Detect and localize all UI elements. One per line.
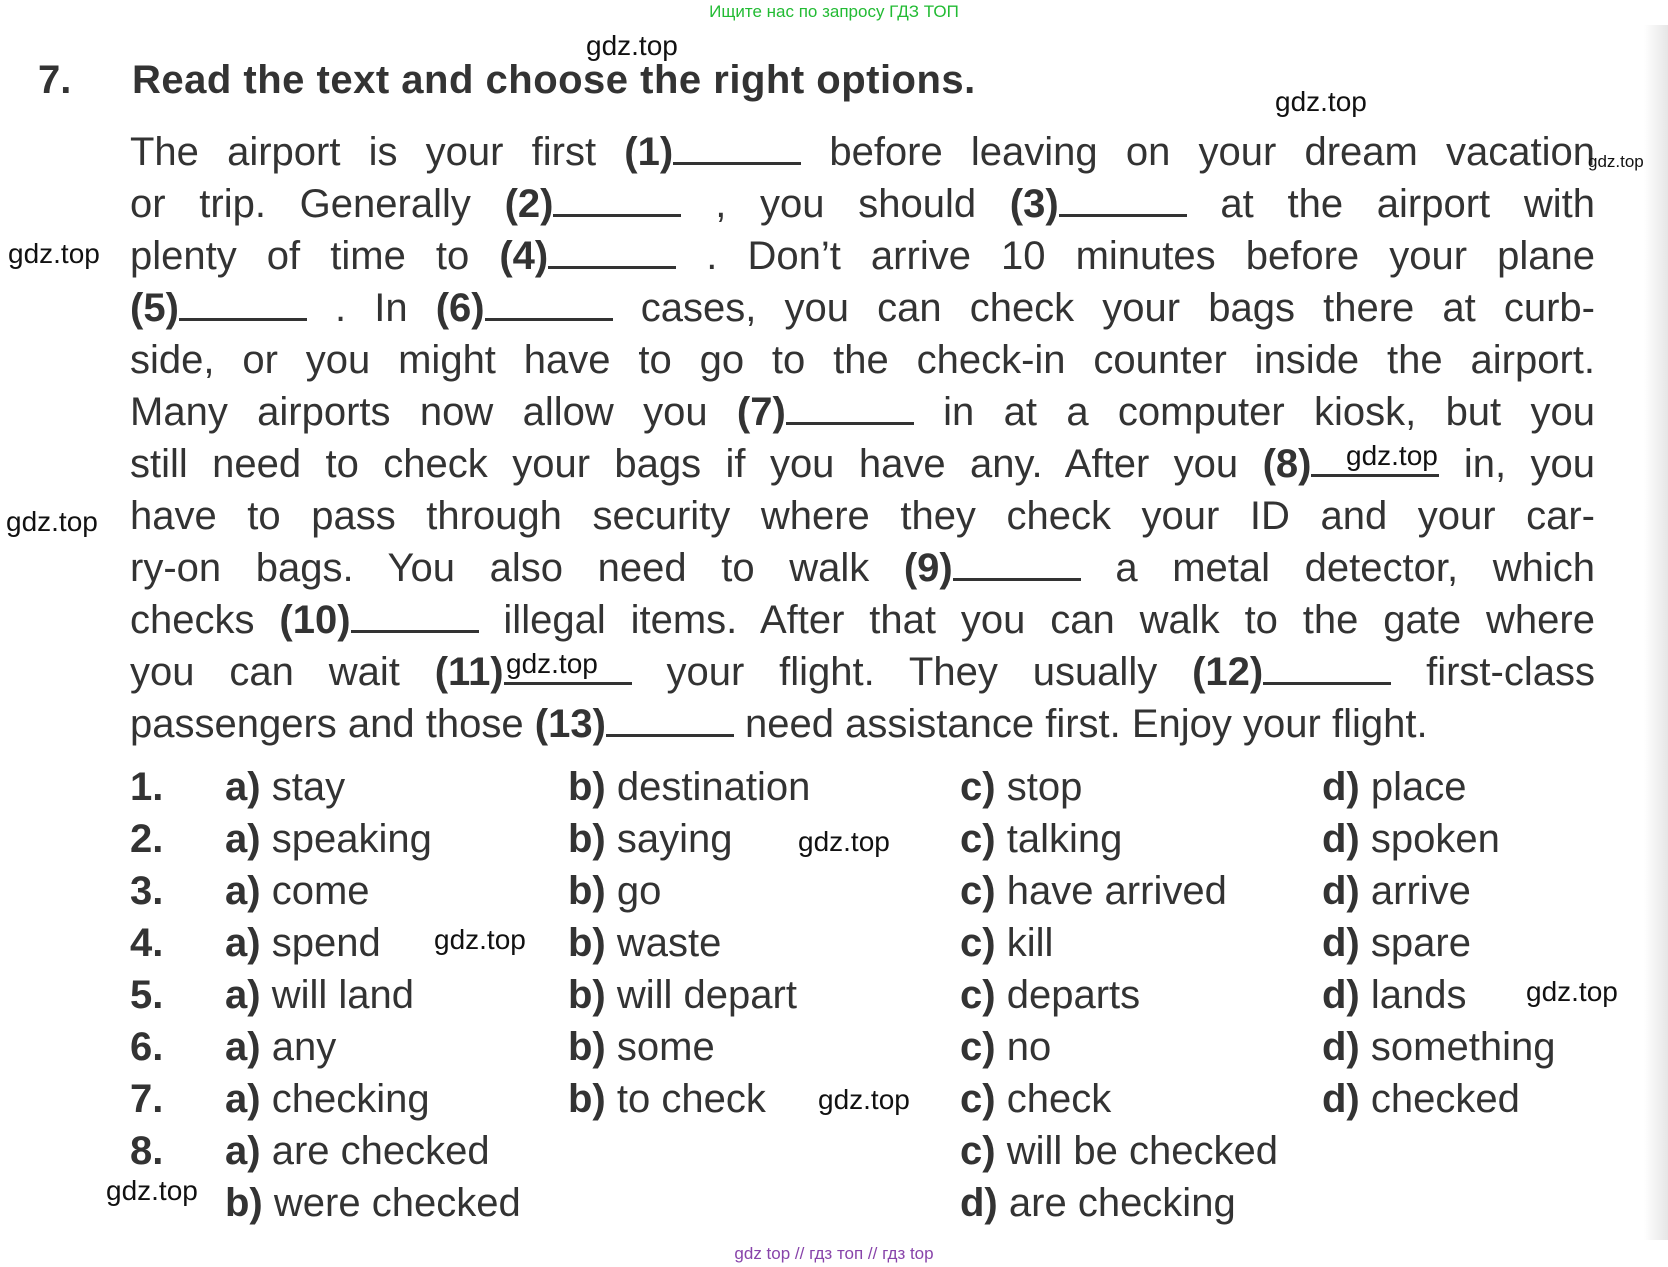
option-b[interactable] (568, 817, 733, 862)
gap-number: (5) (130, 286, 179, 330)
passage-text: or trip. Generally (130, 182, 471, 226)
option-a[interactable] (225, 765, 345, 810)
option-letter: b) (225, 1181, 263, 1225)
option-d[interactable] (1322, 1025, 1555, 1070)
exercise-number: 7. (38, 58, 72, 102)
option-c[interactable] (960, 1129, 1278, 1174)
option-d[interactable] (960, 1181, 1236, 1226)
option-letter: a) (225, 1077, 261, 1121)
passage-text: in, you (1463, 442, 1595, 486)
option-c[interactable] (960, 817, 1122, 862)
option-a[interactable] (225, 1129, 490, 1174)
option-c[interactable] (960, 765, 1082, 810)
passage-text: . In (335, 286, 408, 330)
search-banner: Ищите нас по запросу ГДЗ ТОП (709, 2, 959, 21)
passage-text: before leaving on your dream vacation (829, 130, 1595, 174)
question-number: 2. (130, 817, 164, 861)
option-text: some (616, 1025, 715, 1069)
option-b[interactable] (568, 765, 810, 810)
option-a[interactable] (225, 817, 432, 862)
question-number: 6. (130, 1025, 164, 1069)
option-text: will be checked (1006, 1129, 1278, 1173)
answer-gap[interactable] (786, 390, 914, 425)
option-letter: d) (1322, 1077, 1360, 1121)
option-d[interactable] (1322, 1077, 1520, 1122)
option-letter: d) (1322, 817, 1360, 861)
option-letter: b) (568, 1025, 606, 1069)
answer-gap[interactable] (673, 130, 801, 165)
option-text: stop (1006, 765, 1083, 809)
question-number: 8. (130, 1129, 164, 1173)
option-b[interactable] (568, 1025, 715, 1070)
option-text: will land (271, 973, 414, 1017)
passage-text: first-class (1426, 650, 1595, 694)
option-letter: c) (960, 973, 996, 1017)
gap-number: (13) (534, 702, 606, 746)
question-number: 4. (130, 921, 164, 965)
gap-number: (9) (903, 546, 953, 590)
passage-text: cases, you can check your bags there at curb- (640, 286, 1595, 330)
option-text: saying (616, 817, 733, 861)
passage-text: have to pass through security where they check your ID and your car- (130, 494, 1595, 538)
watermark: gdz.top (8, 238, 100, 269)
option-letter: a) (225, 765, 261, 809)
passage-line-8 (130, 490, 1595, 542)
option-text: talking (1006, 817, 1123, 861)
option-letter: d) (960, 1181, 998, 1225)
option-text: checked (1370, 1077, 1520, 1121)
watermark: gdz.top (1588, 152, 1644, 171)
watermark: gdz.top (798, 826, 890, 857)
option-text: destination (616, 765, 811, 809)
passage-text: . Don’t arrive 10 minutes before your plane (706, 234, 1595, 278)
option-a[interactable] (225, 869, 370, 914)
option-text: no (1006, 1025, 1052, 1069)
page-edge-shadow (1644, 25, 1668, 1240)
passage-text: ry-on bags. You also need to walk (130, 546, 870, 590)
option-text: will depart (616, 973, 797, 1017)
answer-gap[interactable] (548, 234, 676, 269)
watermark: gdz.top (1346, 440, 1438, 471)
passage-text: , you should (715, 182, 977, 226)
option-letter: c) (960, 1025, 996, 1069)
passage-line-6 (130, 386, 1595, 438)
answer-gap[interactable] (1059, 182, 1187, 217)
option-letter: b) (568, 973, 606, 1017)
gap-number: (8) (1262, 442, 1312, 486)
question-number: 3. (130, 869, 164, 913)
option-letter: a) (225, 869, 261, 913)
option-letter: d) (1322, 765, 1360, 809)
option-b[interactable] (225, 1181, 521, 1226)
option-text: place (1370, 765, 1467, 809)
passage-text: Many airports now allow you (130, 390, 708, 434)
option-text: spend (271, 921, 381, 965)
option-d[interactable] (1322, 921, 1471, 966)
option-text: lands (1370, 973, 1467, 1017)
option-text: kill (1006, 921, 1054, 965)
option-letter: c) (960, 1129, 996, 1173)
option-letter: b) (568, 765, 606, 809)
option-letter: c) (960, 1077, 996, 1121)
option-letter: b) (568, 869, 606, 913)
option-letter: b) (568, 817, 606, 861)
option-letter: d) (1322, 1025, 1360, 1069)
option-text: something (1370, 1025, 1556, 1069)
option-text: checking (271, 1077, 430, 1121)
option-text: are checking (1008, 1181, 1236, 1225)
passage-text: in at a computer kiosk, but you (943, 390, 1595, 434)
question-number: 1. (130, 765, 164, 809)
passage-text: The airport is your first (130, 130, 597, 174)
option-d[interactable] (1322, 869, 1471, 914)
option-b[interactable] (568, 973, 797, 1018)
passage-text: your flight. They usually (666, 650, 1158, 694)
gap-number: (10) (279, 598, 351, 642)
watermark: gdz.top (106, 1175, 198, 1206)
question-number: 5. (130, 973, 164, 1017)
answer-gap[interactable] (485, 286, 613, 321)
passage-text: still need to check your bags if you have any. After you (130, 442, 1239, 486)
passage-line-4 (130, 282, 1595, 334)
answer-gap[interactable] (553, 182, 681, 217)
option-text: departs (1006, 973, 1141, 1017)
option-text: stay (271, 765, 346, 809)
option-letter: d) (1322, 869, 1360, 913)
option-letter: d) (1322, 973, 1360, 1017)
option-a[interactable] (225, 921, 381, 966)
answer-gap[interactable] (953, 546, 1081, 581)
exercise-title: Read the text and choose the right options. (132, 58, 976, 102)
option-b[interactable] (568, 921, 721, 966)
passage-text: passengers and those (130, 702, 524, 746)
option-c[interactable] (960, 1025, 1051, 1070)
option-letter: c) (960, 817, 996, 861)
gap-number: (7) (736, 390, 786, 434)
option-text: have arrived (1006, 869, 1227, 913)
passage-text: checks (130, 598, 255, 642)
watermark: gdz.top (434, 924, 526, 955)
question-number: 7. (130, 1077, 164, 1121)
option-text: to check (616, 1077, 766, 1121)
passage-line-1 (130, 126, 1595, 178)
watermark: gdz.top (586, 30, 678, 61)
passage-text: a metal detector, which (1115, 546, 1595, 590)
gap-number: (2) (504, 182, 554, 226)
option-c[interactable] (960, 1077, 1111, 1122)
option-b[interactable] (568, 1077, 766, 1122)
passage-line-12 (130, 698, 1595, 750)
option-text: any (271, 1025, 337, 1069)
option-text: go (616, 869, 662, 913)
answer-gap[interactable] (1263, 650, 1391, 685)
option-text: arrive (1370, 869, 1471, 913)
watermark: gdz.top (6, 506, 98, 537)
option-text: come (271, 869, 370, 913)
option-c[interactable] (960, 973, 1140, 1018)
gap-number: (1) (624, 130, 674, 174)
passage-line-5 (130, 334, 1595, 386)
passage-text: illegal items. After that you can walk to the gate where (503, 598, 1595, 642)
option-letter: c) (960, 869, 996, 913)
answer-gap[interactable] (606, 702, 734, 737)
option-letter: d) (1322, 921, 1360, 965)
passage-text: at the airport with (1220, 182, 1595, 226)
option-letter: a) (225, 817, 261, 861)
option-letter: b) (568, 1077, 606, 1121)
option-a[interactable] (225, 1077, 430, 1122)
gap-number: (11) (434, 650, 504, 694)
option-d[interactable] (1322, 765, 1467, 810)
watermark: gdz.top (1526, 976, 1618, 1007)
watermark: gdz.top (818, 1084, 910, 1115)
option-text: check (1006, 1077, 1112, 1121)
option-letter: a) (225, 973, 261, 1017)
watermark: gdz.top (506, 648, 598, 679)
option-text: waste (616, 921, 722, 965)
gap-number: (6) (435, 286, 485, 330)
option-text: speaking (271, 817, 432, 861)
option-a[interactable] (225, 1025, 336, 1070)
gap-number: (12) (1192, 650, 1264, 694)
answer-gap[interactable] (179, 286, 307, 321)
option-letter: a) (225, 1129, 261, 1173)
option-letter: c) (960, 765, 996, 809)
passage-text: side, or you might have to go to the check-in counter inside the airport. (130, 338, 1595, 382)
option-letter: b) (568, 921, 606, 965)
option-text: spare (1370, 921, 1471, 965)
passage-line-11 (130, 646, 1595, 698)
option-d[interactable] (1322, 817, 1500, 862)
passage-text: need assistance first. Enjoy your flight. (745, 702, 1428, 746)
option-c[interactable] (960, 869, 1227, 914)
option-letter: c) (960, 921, 996, 965)
passage-line-10 (130, 594, 1595, 646)
option-a[interactable] (225, 973, 414, 1018)
reading-passage (130, 126, 1595, 750)
passage-line-3 (130, 230, 1595, 282)
option-text: are checked (271, 1129, 490, 1173)
passage-line-9 (130, 542, 1595, 594)
answer-gap[interactable] (351, 598, 479, 633)
footer-links: gdz top // гдз топ // гдз top (734, 1244, 934, 1263)
option-b[interactable] (568, 869, 661, 914)
passage-line-2 (130, 178, 1595, 230)
watermark: gdz.top (1275, 86, 1367, 117)
passage-text: plenty of time to (130, 234, 470, 278)
option-text: were checked (273, 1181, 521, 1225)
option-c[interactable] (960, 921, 1053, 966)
option-letter: a) (225, 1025, 261, 1069)
passage-text: you can wait (130, 650, 400, 694)
option-d[interactable] (1322, 973, 1467, 1018)
option-letter: a) (225, 921, 261, 965)
gap-number: (4) (499, 234, 549, 278)
gap-number: (3) (1009, 182, 1059, 226)
option-text: spoken (1370, 817, 1500, 861)
